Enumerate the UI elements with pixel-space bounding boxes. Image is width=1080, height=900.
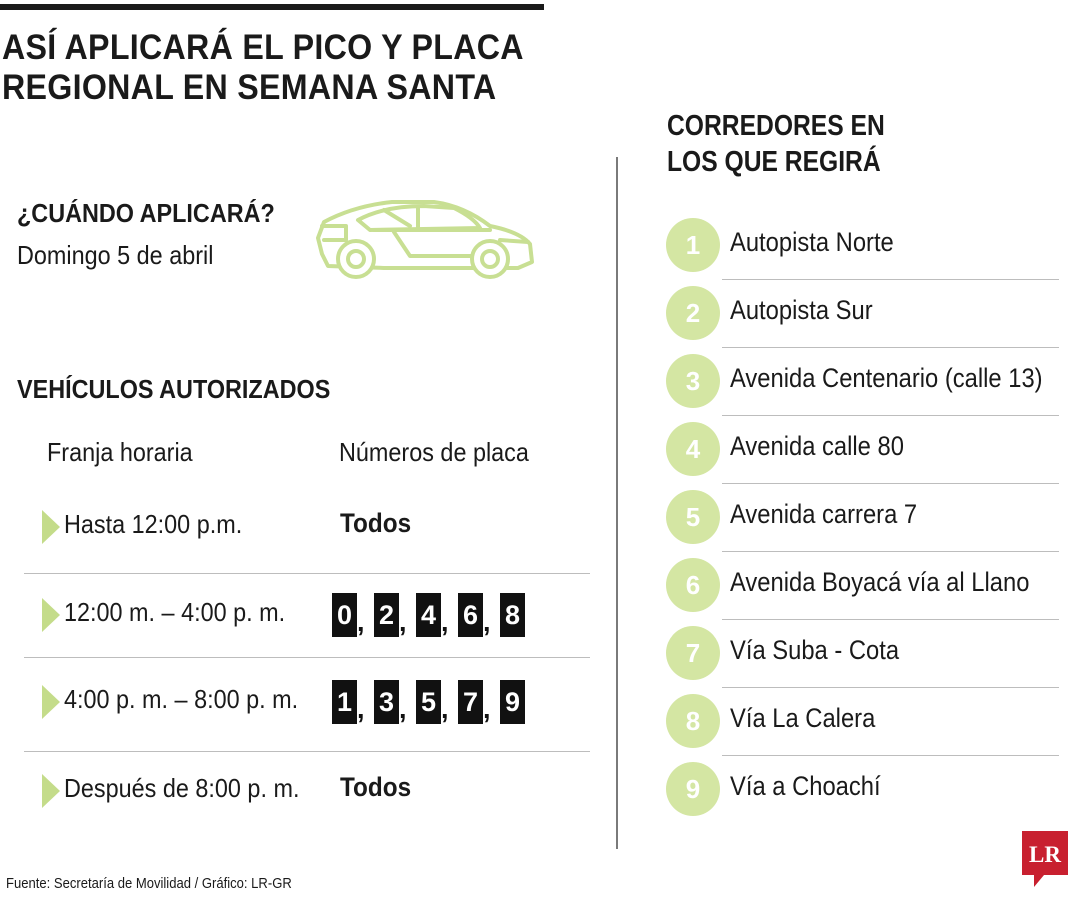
- schedule-row: [24, 751, 590, 835]
- when-heading: ¿CUÁNDO APLICARÁ?: [17, 198, 275, 228]
- corridor-item: [666, 421, 1059, 489]
- corridor-number: 1: [666, 218, 720, 272]
- plate-digit: 2: [374, 593, 399, 637]
- corridor-item: [666, 285, 1059, 353]
- plate-digit: 4: [416, 593, 441, 637]
- corridor-name: Vía Suba - Cota: [730, 635, 900, 665]
- corridor-name: Avenida Boyacá vía al Llano: [730, 567, 1030, 597]
- corridor-divider: [722, 483, 1059, 484]
- comma: ,: [357, 694, 365, 724]
- plate-digit: 9: [500, 680, 525, 724]
- corridor-number: 7: [666, 626, 720, 680]
- corridor-divider: [722, 755, 1059, 756]
- arrow-right-icon: [42, 510, 60, 544]
- when-value: Domingo 5 de abril: [17, 240, 214, 270]
- time-range: 4:00 p. m. – 8:00 p. m.: [64, 684, 299, 714]
- lr-logo: [1022, 831, 1068, 887]
- corridor-name: Autopista Sur: [730, 295, 873, 325]
- arrow-right-icon: [42, 685, 60, 719]
- plate-digit: 7: [458, 680, 483, 724]
- plate-digit: 1: [332, 680, 357, 724]
- plate-digit: 0: [332, 593, 357, 637]
- time-range: Después de 8:00 p. m.: [64, 773, 300, 803]
- arrow-right-icon: [42, 598, 60, 632]
- plate-digit: 6: [458, 593, 483, 637]
- page-title: [2, 28, 524, 108]
- row-divider: [24, 657, 590, 658]
- row-divider: [24, 751, 590, 752]
- corridor-number: 8: [666, 694, 720, 748]
- comma: ,: [399, 607, 407, 637]
- time-range: 12:00 m. – 4:00 p. m.: [64, 597, 286, 627]
- corridor-divider: [722, 415, 1059, 416]
- corridor-item: [666, 557, 1059, 625]
- schedule-row: [24, 657, 590, 741]
- corridor-name: Avenida calle 80: [730, 431, 904, 461]
- corridor-number: 2: [666, 286, 720, 340]
- corridor-name: Avenida Centenario (calle 13): [730, 363, 1043, 393]
- corridor-item: [666, 489, 1059, 557]
- title-line-2: REGIONAL EN SEMANA SANTA: [2, 68, 497, 107]
- comma: ,: [441, 607, 449, 637]
- comma: ,: [441, 694, 449, 724]
- column-header-time: Franja horaria: [47, 437, 193, 467]
- row-divider: [24, 573, 590, 574]
- corridor-number: 3: [666, 354, 720, 408]
- plate-digit: 8: [500, 593, 525, 637]
- top-rule: [0, 4, 544, 10]
- corridor-divider: [722, 279, 1059, 280]
- corridor-name: Autopista Norte: [730, 227, 894, 257]
- corridor-name: Vía a Choachí: [730, 771, 881, 801]
- plate-digit: 3: [374, 680, 399, 724]
- corridors-heading: [667, 108, 885, 180]
- source-credit: Fuente: Secretaría de Movilidad / Gráfico: LR-GR: [6, 876, 292, 892]
- comma: ,: [357, 607, 365, 637]
- corridors-heading-line-1: CORREDORES EN: [667, 110, 885, 142]
- comma: ,: [399, 694, 407, 724]
- title-line-1: ASÍ APLICARÁ EL PICO Y PLACA: [2, 28, 524, 67]
- corridor-divider: [722, 619, 1059, 620]
- time-range: Hasta 12:00 p.m.: [64, 509, 243, 539]
- vehicles-heading: VEHÍCULOS AUTORIZADOS: [17, 374, 331, 404]
- corridor-name: Avenida carrera 7: [730, 499, 918, 529]
- comma: ,: [483, 607, 491, 637]
- corridor-item: [666, 625, 1059, 693]
- schedule-row: [24, 489, 590, 573]
- corridor-divider: [722, 687, 1059, 688]
- plates-all: Todos: [340, 772, 412, 802]
- corridor-number: 6: [666, 558, 720, 612]
- corridors-heading-line-2: LOS QUE REGIRÁ: [667, 146, 881, 178]
- corridor-item: [666, 761, 1059, 829]
- corridor-divider: [722, 551, 1059, 552]
- car-icon: [314, 196, 536, 282]
- corridor-item: [666, 217, 1059, 285]
- corridor-number: 9: [666, 762, 720, 816]
- schedule-row: [24, 573, 590, 657]
- corridor-number: 5: [666, 490, 720, 544]
- column-header-plates: Números de placa: [339, 437, 529, 467]
- corridor-divider: [722, 347, 1059, 348]
- lr-logo-text: LR: [1029, 842, 1061, 867]
- plates-all: Todos: [340, 508, 412, 538]
- plate-digits-even: [332, 593, 525, 637]
- comma: ,: [483, 694, 491, 724]
- corridor-item: [666, 353, 1059, 421]
- arrow-right-icon: [42, 774, 60, 808]
- corridor-name: Vía La Calera: [730, 703, 876, 733]
- corridor-number: 4: [666, 422, 720, 476]
- plate-digits-odd: [332, 680, 525, 724]
- plate-digit: 5: [416, 680, 441, 724]
- column-divider: [616, 157, 618, 849]
- corridor-item: [666, 693, 1059, 761]
